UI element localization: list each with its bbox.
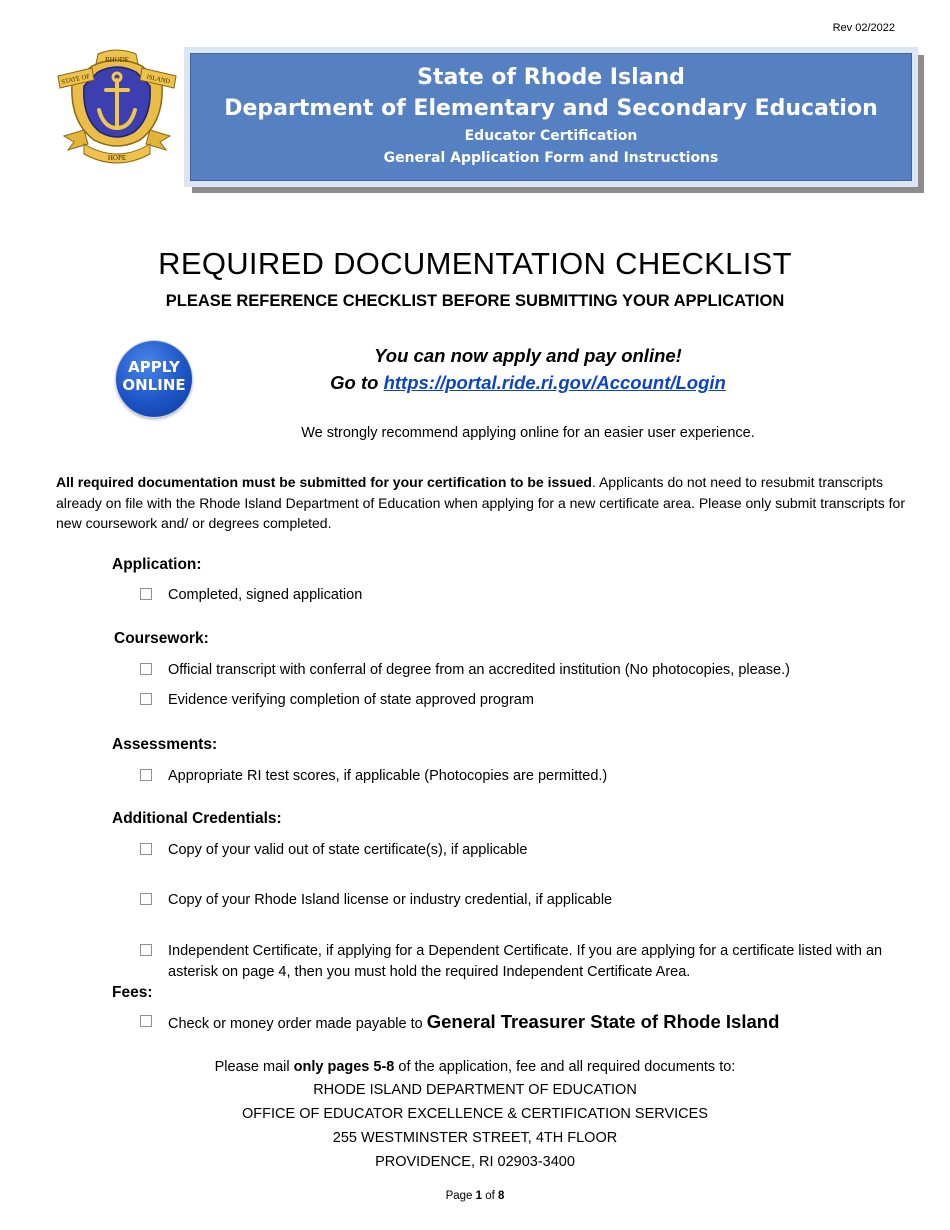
header-department: Department of Elementary and Secondary Education — [224, 96, 878, 121]
address-line: 255 WESTMINSTER STREET, 4TH FLOOR — [332, 1130, 618, 1146]
section-application-heading: Application: — [112, 556, 202, 573]
checklist-item-label: Appropriate RI test scores, if applicable (Photocopies are permitted.) — [168, 768, 608, 784]
section-assessments-heading: Assessments: — [112, 736, 218, 753]
header-banner — [190, 53, 912, 181]
header-state: State of Rhode Island — [417, 65, 685, 90]
checkbox[interactable] — [140, 893, 152, 905]
checklist-item-fee — [140, 1012, 908, 1035]
checkbox[interactable] — [140, 769, 152, 781]
fee-prefix: Check or money order made payable to — [168, 1016, 427, 1032]
address-line: PROVIDENCE, RI 02903-3400 — [375, 1154, 575, 1170]
page-number — [0, 1190, 950, 1202]
svg-text:ISLAND: ISLAND — [145, 73, 171, 86]
checklist-item-out-of-state — [140, 840, 908, 861]
apply-badge-line1: APPLY — [128, 358, 180, 376]
checklist-item-label: Copy of your Rhode Island license or industry credential, if applicable — [168, 892, 613, 908]
section-additional-heading: Additional Credentials: — [112, 810, 282, 827]
checkbox[interactable] — [140, 1015, 152, 1027]
apply-badge-line2: ONLINE — [122, 376, 186, 394]
checklist-item-label: Copy of your valid out of state certificate(s), if applicable — [168, 842, 528, 858]
intro-bold: All required documentation must be submitted for your certification to be issued — [56, 474, 592, 490]
revision-label: Rev 02/2022 — [832, 22, 895, 34]
checklist-item-program — [140, 690, 908, 711]
state-seal-logo — [54, 48, 180, 168]
svg-text:HOPE: HOPE — [107, 154, 127, 162]
svg-text:STATE OF: STATE OF — [60, 73, 91, 86]
checklist-item-label: Official transcript with conferral of degree from an accredited institution (No photocopies, please.) — [168, 662, 790, 678]
svg-text:RHODE: RHODE — [104, 56, 130, 64]
section-coursework-heading: Coursework: — [114, 630, 209, 647]
mailing-address — [0, 1078, 950, 1174]
header-division: Educator Certification — [464, 128, 638, 144]
checkbox[interactable] — [140, 843, 152, 855]
portal-line — [0, 372, 950, 394]
checklist-item-application — [140, 585, 908, 606]
checklist-item-label — [168, 1012, 908, 1035]
address-line: RHODE ISLAND DEPARTMENT OF EDUCATION — [313, 1082, 637, 1098]
mail-prefix: Please mail — [214, 1059, 294, 1075]
checkbox[interactable] — [140, 588, 152, 600]
checkbox[interactable] — [140, 944, 152, 956]
mail-pages: only pages 5-8 — [293, 1059, 395, 1075]
checklist-item-label: Completed, signed application — [168, 587, 363, 603]
checklist-item-independent-cert — [140, 941, 908, 982]
page-title: REQUIRED DOCUMENTATION CHECKLIST — [158, 246, 792, 281]
intro-paragraph — [56, 472, 906, 534]
checklist-item-test-scores — [140, 766, 908, 787]
checkbox[interactable] — [140, 663, 152, 675]
checklist-item-transcript — [140, 660, 908, 681]
recommend-text: We strongly recommend applying online for an easier user experience. — [301, 425, 755, 441]
mail-instructions — [0, 1055, 950, 1079]
header-form-name: General Application Form and Instructions — [383, 150, 719, 166]
footer-middle: of — [482, 1190, 499, 1202]
footer-total: 8 — [498, 1190, 505, 1202]
checklist-item-label: Independent Certificate, if applying for a Dependent Certificate. If you are applying for a certificate listed with an asterisk on page 4, then you must hold the required Independent Certificate Area. — [168, 943, 883, 980]
portal-link[interactable]: https://portal.ride.ri.gov/Account/Login — [383, 372, 726, 393]
checkbox[interactable] — [140, 693, 152, 705]
checklist-item-label: Evidence verifying completion of state approved program — [168, 692, 534, 708]
section-fees-heading: Fees: — [112, 984, 153, 1001]
footer-prefix: Page — [445, 1190, 476, 1202]
mail-suffix: of the application, fee and all required documents to: — [394, 1059, 736, 1075]
fee-payee: General Treasurer State of Rhode Island — [426, 1011, 780, 1032]
apply-online-headline: You can now apply and pay online! — [374, 345, 682, 366]
footer-current: 1 — [475, 1190, 483, 1202]
intro-rest: . Applicants do not need to resubmit transcripts already on file with the Rhode Island Department of Education when applying for a new certificate area. Please only submit transcripts for new coursework and/ or degrees completed. — [56, 474, 906, 531]
goto-prefix: Go to — [330, 372, 379, 393]
checklist-item-ri-license — [140, 890, 908, 911]
address-line: OFFICE OF EDUCATOR EXCELLENCE & CERTIFICATION SERVICES — [242, 1106, 708, 1122]
page-subtitle: PLEASE REFERENCE CHECKLIST BEFORE SUBMITTING YOUR APPLICATION — [165, 292, 785, 310]
